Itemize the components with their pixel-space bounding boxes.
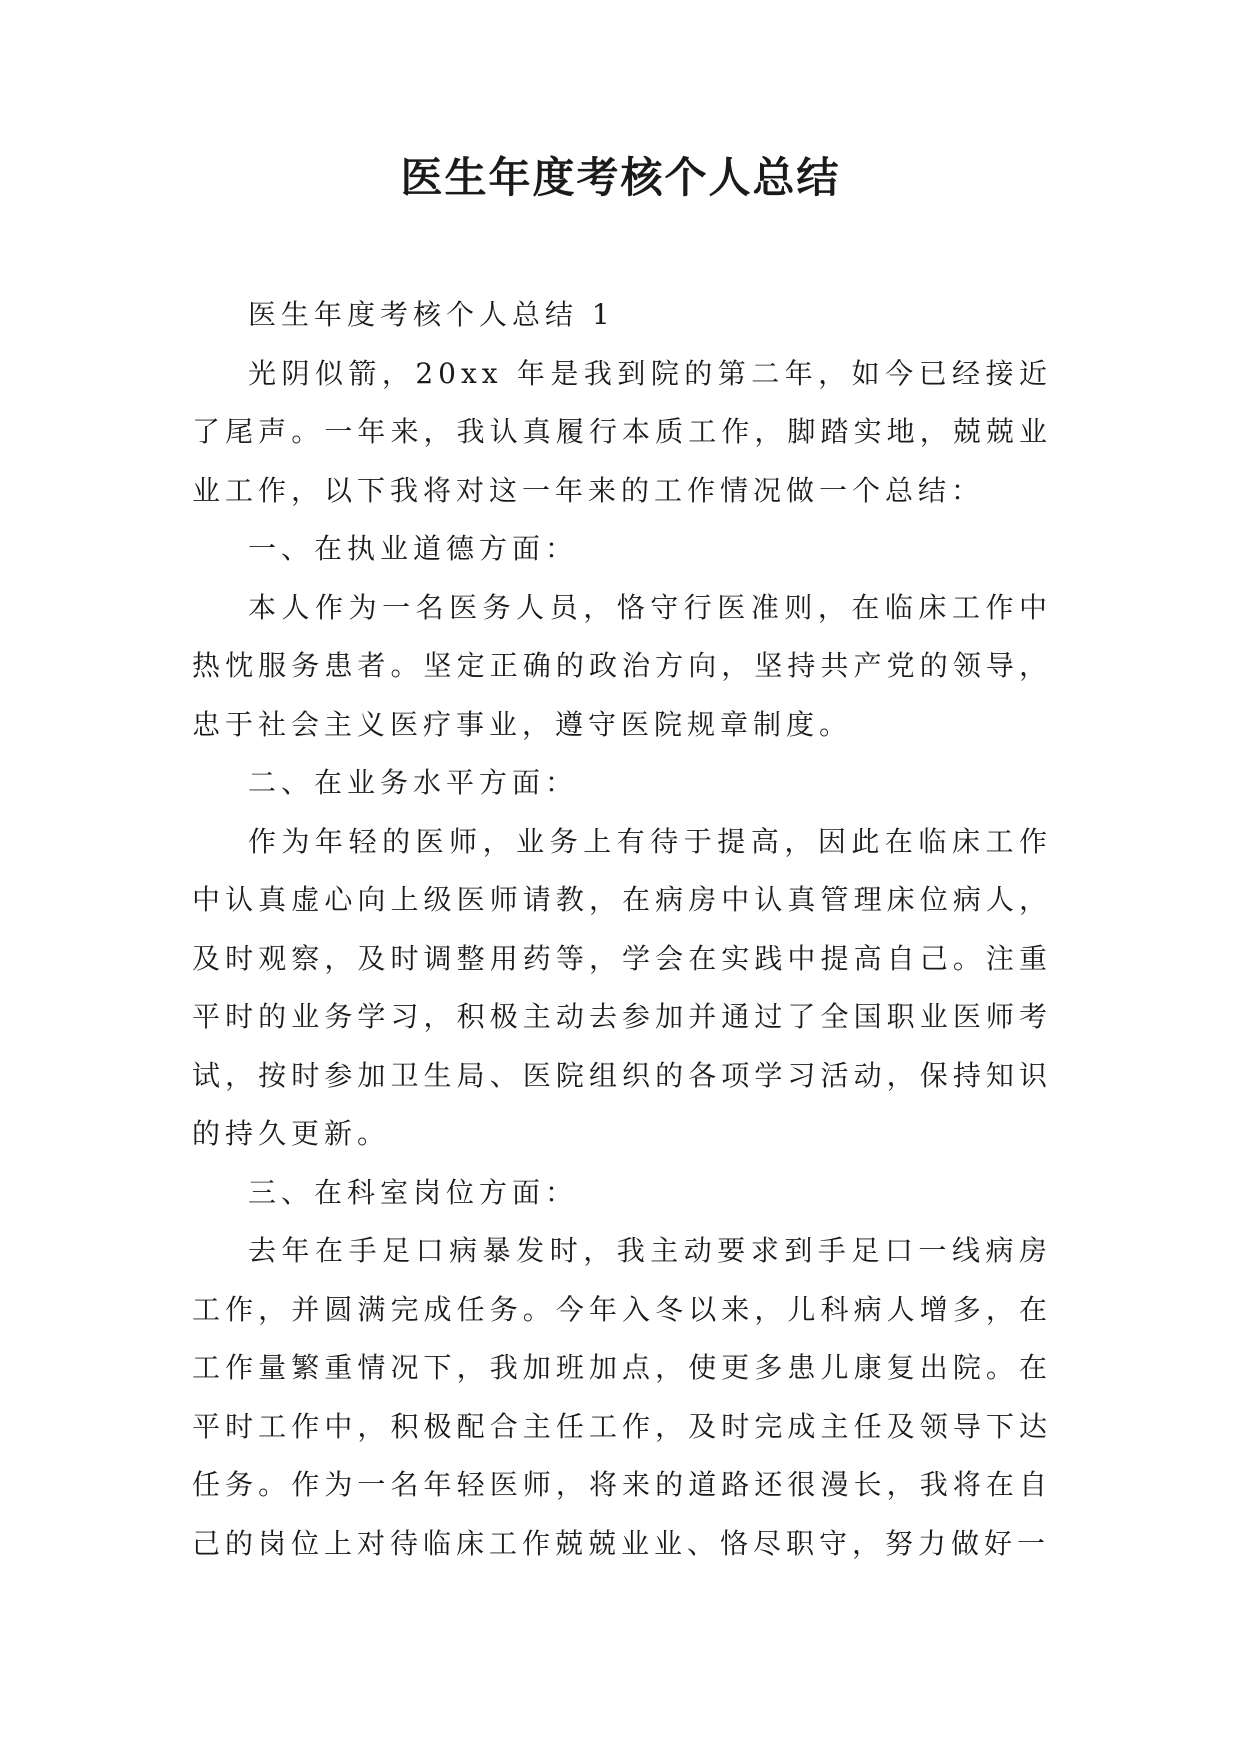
- heading-professional-level: 二、在业务水平方面：: [248, 766, 579, 799]
- paragraph-intro: 光阴似箭，20xx 年是我到院的第二年，如今已经接近了尾声。一年来，我认真履行本质工作，脚踏实地，兢兢业业工作，以下我将对这一年来的工作情况做一个总结：: [192, 356, 1052, 507]
- heading-ethics: 一、在执业道德方面：: [248, 532, 579, 565]
- paragraph-department-post: 去年在手足口病暴发时，我主动要求到手足口一线病房工作，并圆满完成任务。今年入冬以来，儿科病人增多，在工作量繁重情况下，我加班加点，使更多患儿康复出院。在平时工作中，积极配合主任工作，及时完成主任及领导下达任务。作为一名年轻医师，将来的道路还很漫长，我将在自己的岗位上对待临床工作兢兢业业、恪尽职守，努力做好一: [192, 1234, 1052, 1560]
- paragraph-professional-level: 作为年轻的医师，业务上有待于提高，因此在临床工作中认真虚心向上级医师请教，在病房中认真管理床位病人，及时观察，及时调整用药等，学会在实践中提高自己。注重平时的业务学习，积极主动去参加并通过了全国职业医师考试，按时参加卫生局、医院组织的各项学习活动，保持知识的持久更新。: [192, 824, 1052, 1150]
- heading-department-post: 三、在科室岗位方面：: [248, 1175, 579, 1209]
- document-title: 医生年度考核个人总结: [400, 153, 841, 202]
- section-heading-1: 医生年度考核个人总结 1: [248, 298, 615, 331]
- document-body: [192, 286, 1052, 1573]
- paragraph-ethics: 本人作为一名医务人员，恪守行医准则，在临床工作中热忱服务患者。坚定正确的政治方向，坚持共产党的领导，忠于社会主义医疗事业，遵守医院规章制度。: [192, 590, 1052, 741]
